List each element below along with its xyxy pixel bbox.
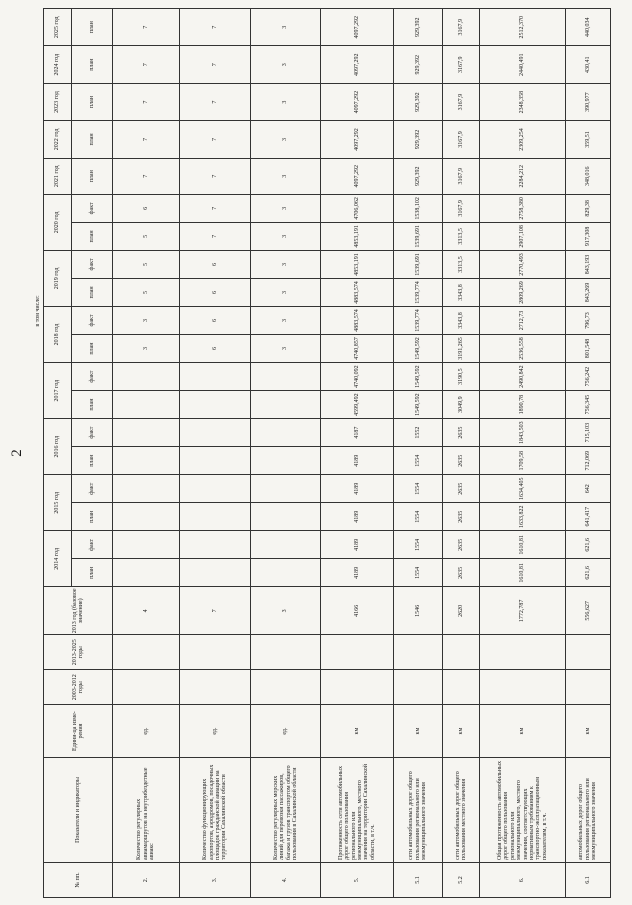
cell-2020-fact: 3 bbox=[251, 194, 321, 222]
hdr-no: № пп. bbox=[44, 862, 113, 897]
cell-2019-plan: 4883,574 bbox=[321, 278, 394, 306]
row-2013-2025 bbox=[566, 635, 611, 670]
row-2003-2012 bbox=[180, 670, 251, 705]
cell-2019-fact: 6 bbox=[180, 250, 251, 278]
hdr-year-2024: 2024 год bbox=[44, 46, 72, 83]
cell-2019-plan: 3 bbox=[251, 278, 321, 306]
hdr-base-2013: 2013 год (базовое значение) bbox=[44, 587, 113, 635]
cell-2017-plan bbox=[251, 391, 321, 419]
row-base-2013: 7 bbox=[180, 587, 251, 635]
table-row bbox=[321, 9, 394, 898]
row-2013-2025 bbox=[480, 635, 566, 670]
cell-2024-plan: 929,392 bbox=[394, 46, 443, 83]
cell-2017-plan: 4599,492 bbox=[321, 391, 394, 419]
cell-2015-plan: 2635 bbox=[443, 503, 480, 531]
hdr-year-2014: 2014 год bbox=[44, 531, 72, 587]
hdr-year-2021: 2021 год bbox=[44, 158, 72, 194]
row-2013-2025 bbox=[321, 635, 394, 670]
cell-2018-fact: 3 bbox=[251, 306, 321, 334]
cell-2025-plan: 7 bbox=[180, 9, 251, 47]
cell-2015-plan bbox=[251, 503, 321, 531]
hdr-2003-2012: 2003-2012 годы bbox=[44, 670, 113, 705]
cell-2015-plan: 641,417 bbox=[566, 503, 611, 531]
cell-2014-plan bbox=[113, 559, 180, 587]
cell-2017-fact: 3190,5 bbox=[443, 363, 480, 391]
cell-2023-plan: 3 bbox=[251, 83, 321, 120]
hdr-unit: Едини-ца изме-рения bbox=[44, 705, 113, 758]
row-number: 6.1 bbox=[566, 862, 611, 897]
cell-2021-plan: 3 bbox=[251, 158, 321, 194]
cell-2016-plan bbox=[251, 447, 321, 475]
cell-2022-plan: 2309,254 bbox=[480, 121, 566, 158]
cell-2025-plan: 7 bbox=[113, 9, 180, 47]
cell-2016-fact: 715,103 bbox=[566, 419, 611, 447]
row-number: 2. bbox=[113, 862, 180, 897]
cell-2016-fact: 2635 bbox=[443, 419, 480, 447]
hdr-year-2016: 2016 год bbox=[44, 419, 72, 475]
row-2003-2012 bbox=[251, 670, 321, 705]
cell-2020-plan: 7 bbox=[180, 222, 251, 250]
cell-2016-fact bbox=[251, 419, 321, 447]
hdr-indicator: Показатели и индикаторы bbox=[44, 757, 113, 862]
cell-2014-plan: 1610,81 bbox=[480, 559, 566, 587]
row-number: 4. bbox=[251, 862, 321, 897]
cell-2020-plan: 2907,108 bbox=[480, 222, 566, 250]
cell-2016-plan: 1554 bbox=[394, 447, 443, 475]
cell-2021-plan: 4097,292 bbox=[321, 158, 394, 194]
cell-2023-plan: 7 bbox=[180, 83, 251, 120]
cell-2016-fact: 1843,503 bbox=[480, 419, 566, 447]
cell-2020-fact: 7 bbox=[180, 194, 251, 222]
table-body bbox=[113, 9, 611, 898]
hdr-plan: план bbox=[72, 9, 113, 47]
row-base-2013: 3 bbox=[251, 587, 321, 635]
cell-2025-plan: 3 bbox=[251, 9, 321, 47]
row-number: 5.2 bbox=[443, 862, 480, 897]
cell-2025-plan: 929,392 bbox=[394, 9, 443, 47]
cell-2019-plan: 2809,269 bbox=[480, 278, 566, 306]
cell-2014-fact bbox=[180, 531, 251, 559]
row-number: 5. bbox=[321, 862, 394, 897]
row-base-2013: 1546 bbox=[394, 587, 443, 635]
hdr-2013-2025: 2013-2025 годы bbox=[44, 635, 113, 670]
cell-2019-fact: 3 bbox=[251, 250, 321, 278]
cell-2019-fact: 843,193 bbox=[566, 250, 611, 278]
cell-2018-fact: 2712,73 bbox=[480, 306, 566, 334]
cell-2014-plan: 4189 bbox=[321, 559, 394, 587]
hdr-year-2017: 2017 год bbox=[44, 363, 72, 419]
cell-2014-fact: 1610,81 bbox=[480, 531, 566, 559]
cell-2016-plan: 4189 bbox=[321, 447, 394, 475]
table-row bbox=[251, 9, 321, 898]
cell-2020-fact: 6 bbox=[113, 194, 180, 222]
cell-2015-fact: 642 bbox=[566, 475, 611, 503]
cell-2021-plan: 3167,9 bbox=[443, 158, 480, 194]
row-number: 3. bbox=[180, 862, 251, 897]
row-unit: км bbox=[566, 705, 611, 758]
including-note: в том числе: bbox=[35, 295, 41, 327]
row-number: 5.1 bbox=[394, 862, 443, 897]
cell-2014-plan: 2635 bbox=[443, 559, 480, 587]
cell-2024-plan: 2440,491 bbox=[480, 46, 566, 83]
cell-2019-plan: 1539,774 bbox=[394, 278, 443, 306]
cell-2018-plan: 4740,857 bbox=[321, 335, 394, 363]
hdr-fact: факт bbox=[72, 419, 113, 447]
row-2003-2012 bbox=[394, 670, 443, 705]
page-number: 2 bbox=[9, 449, 25, 457]
cell-2024-plan: 7 bbox=[113, 46, 180, 83]
cell-2015-plan: 1633,822 bbox=[480, 503, 566, 531]
table-row bbox=[180, 9, 251, 898]
cell-2021-plan: 929,392 bbox=[394, 158, 443, 194]
cell-2025-plan: 3167,9 bbox=[443, 9, 480, 47]
cell-2020-plan: 917,308 bbox=[566, 222, 611, 250]
hdr-plan: план bbox=[72, 559, 113, 587]
cell-2018-fact: 6 bbox=[180, 306, 251, 334]
hdr-plan: план bbox=[72, 46, 113, 83]
cell-2017-fact: 4740,092 bbox=[321, 363, 394, 391]
cell-2018-fact: 796,73 bbox=[566, 306, 611, 334]
row-2003-2012 bbox=[480, 670, 566, 705]
cell-2024-plan: 4097,292 bbox=[321, 46, 394, 83]
cell-2023-plan: 390,977 bbox=[566, 83, 611, 120]
row-base-2013: 4 bbox=[113, 587, 180, 635]
cell-2014-fact: 621,6 bbox=[566, 531, 611, 559]
cell-2021-plan: 7 bbox=[113, 158, 180, 194]
table-row bbox=[566, 9, 611, 898]
cell-2024-plan: 430,41 bbox=[566, 46, 611, 83]
cell-2019-plan: 843,269 bbox=[566, 278, 611, 306]
row-base-2013: 556,627 bbox=[566, 587, 611, 635]
cell-2016-plan bbox=[113, 447, 180, 475]
row-unit: км bbox=[321, 705, 394, 758]
row-2003-2012 bbox=[566, 670, 611, 705]
cell-2018-fact: 4883,574 bbox=[321, 306, 394, 334]
row-indicator-name: сети автомобильных дорог общего пользования регионального или межмуниципального значения bbox=[394, 757, 443, 862]
row-indicator-name: Количество регулярных морских линий для перевозки пассажиров, багажа и грузов транспортом общего пользования в Сахалинской области bbox=[251, 757, 321, 862]
row-unit: км bbox=[480, 705, 566, 758]
hdr-year-2015: 2015 год bbox=[44, 475, 72, 531]
hdr-plan: план bbox=[72, 503, 113, 531]
row-number: 6. bbox=[480, 862, 566, 897]
hdr-year-2022: 2022 год bbox=[44, 121, 72, 158]
hdr-fact: факт bbox=[72, 475, 113, 503]
cell-2021-plan: 2284,212 bbox=[480, 158, 566, 194]
cell-2017-fact: 756,242 bbox=[566, 363, 611, 391]
hdr-fact: факт bbox=[72, 531, 113, 559]
cell-2017-plan: 3049,9 bbox=[443, 391, 480, 419]
cell-2014-fact: 1554 bbox=[394, 531, 443, 559]
cell-2023-plan: 7 bbox=[113, 83, 180, 120]
cell-2015-fact: 1554 bbox=[394, 475, 443, 503]
cell-2021-plan: 7 bbox=[180, 158, 251, 194]
cell-2016-fact bbox=[113, 419, 180, 447]
table-row bbox=[113, 9, 180, 898]
cell-2015-plan bbox=[180, 503, 251, 531]
cell-2019-plan: 3343,8 bbox=[443, 278, 480, 306]
row-2003-2012 bbox=[321, 670, 394, 705]
row-2013-2025 bbox=[113, 635, 180, 670]
cell-2015-fact: 2635 bbox=[443, 475, 480, 503]
cell-2016-fact: 1552 bbox=[394, 419, 443, 447]
cell-2022-plan: 7 bbox=[113, 121, 180, 158]
cell-2014-plan bbox=[180, 559, 251, 587]
cell-2023-plan: 929,392 bbox=[394, 83, 443, 120]
cell-2017-fact: 2490,842 bbox=[480, 363, 566, 391]
cell-2022-plan: 7 bbox=[180, 121, 251, 158]
row-unit: км bbox=[394, 705, 443, 758]
cell-2020-plan: 1539,691 bbox=[394, 222, 443, 250]
cell-2015-fact bbox=[180, 475, 251, 503]
cell-2024-plan: 3 bbox=[251, 46, 321, 83]
cell-2019-fact: 1539,691 bbox=[394, 250, 443, 278]
cell-2019-plan: 6 bbox=[180, 278, 251, 306]
row-2013-2025 bbox=[394, 635, 443, 670]
row-base-2013: 4166 bbox=[321, 587, 394, 635]
cell-2019-fact: 2770,493 bbox=[480, 250, 566, 278]
hdr-plan: план bbox=[72, 222, 113, 250]
cell-2022-plan: 3167,9 bbox=[443, 121, 480, 158]
cell-2017-plan: 1549,592 bbox=[394, 391, 443, 419]
cell-2018-plan: 801,548 bbox=[566, 335, 611, 363]
cell-2017-plan bbox=[180, 391, 251, 419]
cell-2022-plan: 3 bbox=[251, 121, 321, 158]
row-2003-2012 bbox=[443, 670, 480, 705]
cell-2018-plan: 2536,558 bbox=[480, 335, 566, 363]
table-row bbox=[443, 9, 480, 898]
cell-2020-plan: 3313,5 bbox=[443, 222, 480, 250]
row-base-2013: 1772,787 bbox=[480, 587, 566, 635]
hdr-plan: план bbox=[72, 447, 113, 475]
hdr-plan: план bbox=[72, 391, 113, 419]
cell-2016-plan bbox=[180, 447, 251, 475]
cell-2025-plan: 2512,370 bbox=[480, 9, 566, 47]
row-base-2013: 2620 bbox=[443, 587, 480, 635]
cell-2018-plan: 3191,265 bbox=[443, 335, 480, 363]
cell-2019-fact: 5 bbox=[113, 250, 180, 278]
hdr-fact: факт bbox=[72, 306, 113, 334]
hdr-year-2019: 2019 год bbox=[44, 250, 72, 306]
cell-2022-plan: 359,51 bbox=[566, 121, 611, 158]
cell-2014-fact: 2635 bbox=[443, 531, 480, 559]
cell-2018-fact: 1539,774 bbox=[394, 306, 443, 334]
cell-2018-fact: 3 bbox=[113, 306, 180, 334]
hdr-plan: план bbox=[72, 158, 113, 194]
cell-2017-fact: 1549,592 bbox=[394, 363, 443, 391]
cell-2017-plan: 756,345 bbox=[566, 391, 611, 419]
cell-2017-fact bbox=[113, 363, 180, 391]
cell-2020-plan: 4853,191 bbox=[321, 222, 394, 250]
cell-2019-fact: 3313,5 bbox=[443, 250, 480, 278]
cell-2020-fact: 829,38 bbox=[566, 194, 611, 222]
row-indicator-name: сети автомобильных дорог общего пользования местного значения bbox=[443, 757, 480, 862]
hdr-plan: план bbox=[72, 278, 113, 306]
cell-2025-plan: 4097,292 bbox=[321, 9, 394, 47]
row-indicator-name: Общая протяженность автомобильных дорог общего пользования регионального или межмуниципального, местного значения, соответствующих нормативным требованиям к транспортно-эксплуатационным показателям, в т.ч. bbox=[480, 757, 566, 862]
cell-2016-fact bbox=[180, 419, 251, 447]
cell-2020-fact: 3167,9 bbox=[443, 194, 480, 222]
cell-2018-fact: 3343,8 bbox=[443, 306, 480, 334]
cell-2015-plan: 4189 bbox=[321, 503, 394, 531]
cell-2022-plan: 4097,292 bbox=[321, 121, 394, 158]
cell-2017-plan bbox=[113, 391, 180, 419]
hdr-plan: план bbox=[72, 121, 113, 158]
cell-2019-fact: 4853,191 bbox=[321, 250, 394, 278]
row-2013-2025 bbox=[251, 635, 321, 670]
cell-2018-plan: 1549,592 bbox=[394, 335, 443, 363]
cell-2022-plan: 929,392 bbox=[394, 121, 443, 158]
hdr-plan: план bbox=[72, 83, 113, 120]
indicators-table bbox=[43, 8, 611, 898]
cell-2014-fact bbox=[113, 531, 180, 559]
hdr-plan: план bbox=[72, 335, 113, 363]
cell-2023-plan: 4097,292 bbox=[321, 83, 394, 120]
cell-2017-fact bbox=[251, 363, 321, 391]
cell-2021-plan: 348,016 bbox=[566, 158, 611, 194]
cell-2020-fact: 2758,380 bbox=[480, 194, 566, 222]
table-row bbox=[394, 9, 443, 898]
cell-2015-plan bbox=[113, 503, 180, 531]
cell-2014-plan bbox=[251, 559, 321, 587]
row-2003-2012 bbox=[113, 670, 180, 705]
cell-2024-plan: 7 bbox=[180, 46, 251, 83]
hdr-fact: факт bbox=[72, 363, 113, 391]
row-indicator-name: Количество функционирующих аэропортов, аэродромов, посадочных площадок гражданской авиации на территории Сахалинской области bbox=[180, 757, 251, 862]
row-unit: ед. bbox=[113, 705, 180, 758]
cell-2015-fact bbox=[113, 475, 180, 503]
hdr-fact: факт bbox=[72, 250, 113, 278]
cell-2016-plan: 2635 bbox=[443, 447, 480, 475]
hdr-year-2018: 2018 год bbox=[44, 306, 72, 362]
cell-2018-plan: 6 bbox=[180, 335, 251, 363]
row-2013-2025 bbox=[180, 635, 251, 670]
hdr-year-2020: 2020 год bbox=[44, 194, 72, 250]
cell-2018-plan: 3 bbox=[113, 335, 180, 363]
cell-2024-plan: 3167,9 bbox=[443, 46, 480, 83]
row-unit: ед. bbox=[180, 705, 251, 758]
hdr-year-2023: 2023 год bbox=[44, 83, 72, 120]
cell-2019-plan: 5 bbox=[113, 278, 180, 306]
cell-2018-plan: 3 bbox=[251, 335, 321, 363]
cell-2016-plan: 712,069 bbox=[566, 447, 611, 475]
cell-2015-fact: 1634,405 bbox=[480, 475, 566, 503]
cell-2014-plan: 1554 bbox=[394, 559, 443, 587]
cell-2020-plan: 5 bbox=[113, 222, 180, 250]
cell-2023-plan: 2348,358 bbox=[480, 83, 566, 120]
table-row bbox=[480, 9, 566, 898]
row-indicator-name: Протяженность сети автомобильных дорог общего пользования регионального или межмуниципального, местного значения на территории Сахалинской области, в т.ч. bbox=[321, 757, 394, 862]
cell-2014-fact bbox=[251, 531, 321, 559]
hdr-year-2025: 2025 год bbox=[44, 9, 72, 47]
cell-2020-fact: 1538,102 bbox=[394, 194, 443, 222]
cell-2016-fact: 4187 bbox=[321, 419, 394, 447]
cell-2016-plan: 1709,58 bbox=[480, 447, 566, 475]
cell-2015-plan: 1554 bbox=[394, 503, 443, 531]
row-unit: ед. bbox=[251, 705, 321, 758]
hdr-fact: факт bbox=[72, 194, 113, 222]
row-indicator-name: автомобильных дорог общего пользования регионального или межмуниципального значения bbox=[566, 757, 611, 862]
row-unit: км bbox=[443, 705, 480, 758]
cell-2023-plan: 3167,9 bbox=[443, 83, 480, 120]
cell-2020-fact: 4706,062 bbox=[321, 194, 394, 222]
cell-2017-fact bbox=[180, 363, 251, 391]
cell-2014-fact: 4189 bbox=[321, 531, 394, 559]
cell-2015-fact: 4189 bbox=[321, 475, 394, 503]
cell-2017-plan: 1890,78 bbox=[480, 391, 566, 419]
cell-2015-fact bbox=[251, 475, 321, 503]
row-indicator-name: Количество регулярных авиамаршрутов на неутрибездетные авиакс bbox=[113, 757, 180, 862]
cell-2020-plan: 3 bbox=[251, 222, 321, 250]
cell-2014-plan: 621,6 bbox=[566, 559, 611, 587]
rotated-page bbox=[9, 8, 616, 898]
row-2013-2025 bbox=[443, 635, 480, 670]
cell-2025-plan: 440,034 bbox=[566, 9, 611, 47]
